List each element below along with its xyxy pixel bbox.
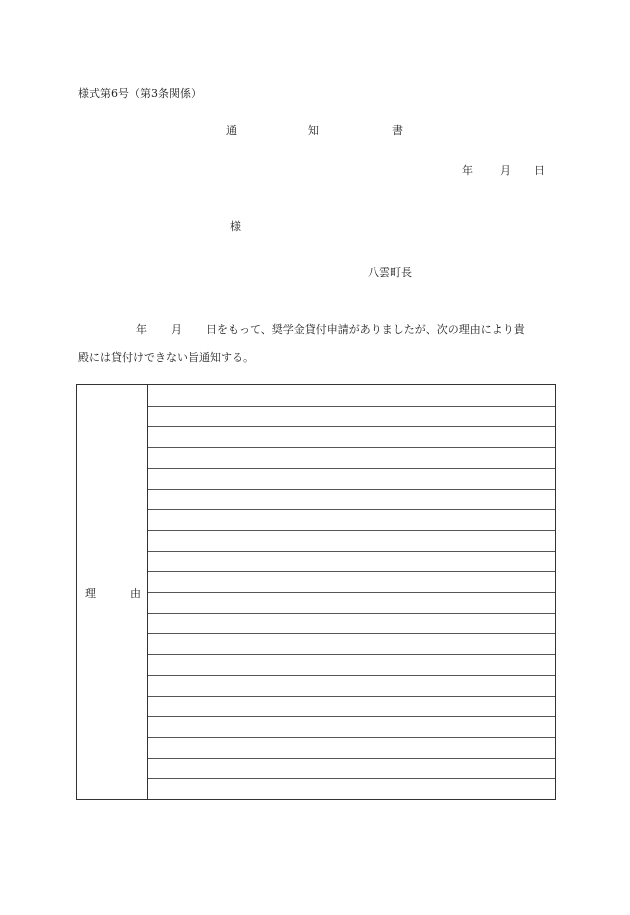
title-char-1: 通 [226,124,237,137]
reason-table [76,384,556,800]
reason-label-char-1: 理 [85,587,96,600]
reason-blank-line [148,675,555,676]
reason-blank-line [148,530,555,531]
date-year-label: 年 [462,164,473,177]
date-month-label: 月 [500,164,511,177]
reason-blank-line [148,633,555,634]
reason-blank-line [148,592,555,593]
reason-blank-line [148,696,555,697]
recipient-suffix: 様 [230,220,241,233]
notice-body [78,316,558,376]
issuer-name: 八雲町長 [368,266,412,279]
body-day-text: 日をもって、奨学金貸付申請がありましたが、次の理由により貴 [206,323,525,336]
reason-blank-line [148,716,555,717]
title-char-2: 知 [308,124,319,137]
reason-blank-line [148,447,555,448]
reason-blank-line [148,509,555,510]
notice-body-line-2: 殿には貸付けできない旨通知する。 [78,351,254,364]
reason-blank-line [148,654,555,655]
reason-blank-line [148,468,555,469]
body-month-label: 月 [171,323,182,336]
reason-blank-line [148,613,555,614]
reason-blank-line [148,406,555,407]
reason-lines-area [148,385,555,799]
form-number: 様式第6号（第3条関係） [78,87,202,100]
reason-blank-line [148,571,555,572]
reason-blank-line [148,551,555,552]
body-year-label: 年 [136,323,147,336]
reason-label-cell [77,385,148,799]
reason-label [85,585,141,601]
title-char-3: 書 [392,124,403,137]
reason-blank-line [148,489,555,490]
date-day-label: 日 [534,164,545,177]
reason-blank-line [148,758,555,759]
reason-blank-line [148,737,555,738]
reason-label-char-2: 由 [130,587,141,600]
reason-blank-line [148,426,555,427]
reason-blank-line [148,778,555,779]
